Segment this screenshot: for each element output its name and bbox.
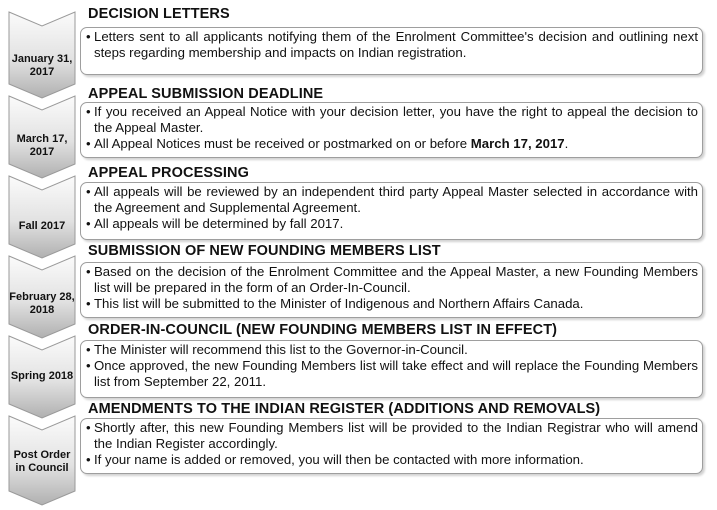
bullet-text: If you received an Appeal Notice with your decision letter, you have the right to appeal the decision to the Appeal Master. (94, 104, 698, 135)
stage-date: Spring 2018 (10, 370, 74, 382)
stage-heading: ORDER-IN-COUNCIL (NEW FOUNDING MEMBERS LIST IN EFFECT) (88, 322, 558, 338)
bullet-item (87, 420, 698, 452)
stage-description-box (80, 262, 703, 318)
bullet-text: Once approved, the new Founding Members list will take effect and will replace the Founding Members list from September 22, 2011. (94, 358, 698, 389)
bullet-text: This list will be submitted to the Minister of Indigenous and Northern Affairs Canada. (94, 296, 584, 311)
bullet-item (87, 342, 698, 358)
bullet-item (87, 184, 698, 216)
bullet-text: If your name is added or removed, you will then be contacted with more information. (94, 452, 584, 467)
stage-description-box (80, 340, 703, 398)
bullet-item (87, 296, 698, 312)
bullet-text: Letters sent to all applicants notifying them of the Enrolment Committee's decision and outlining next steps regarding membership and impacts on Indian registration. (94, 29, 698, 60)
stage-date: February 28, 2018 (9, 291, 75, 316)
stage-date: January 31, 2017 (11, 53, 73, 78)
bullet-text: All Appeal Notices must be received or postmarked on or before (94, 136, 471, 151)
bullet-bold-date: March 17, 2017 (470, 136, 565, 151)
stage-date: Post Order in Council (13, 449, 71, 474)
bullet-item (87, 136, 698, 152)
stage-heading: AMENDMENTS TO THE INDIAN REGISTER (ADDITIONS AND REMOVALS) (88, 401, 601, 417)
bullet-item (87, 216, 698, 232)
stage-description-box (80, 102, 703, 158)
stage-heading: DECISION LETTERS (88, 6, 230, 22)
bullet-text: All appeals will be reviewed by an independent third party Appeal Master selected in accordance with the Agreement and Supplemental Agreement. (94, 184, 698, 215)
stage-heading: SUBMISSION OF NEW FOUNDING MEMBERS LIST (88, 243, 441, 259)
bullet-item (87, 452, 698, 468)
bullet-text: The Minister will recommend this list to the Governor-in-Council. (94, 342, 468, 357)
bullet-item (87, 104, 698, 136)
stage-description-box (80, 182, 703, 240)
timeline-chevron-3 (9, 176, 75, 258)
bullet-text: Shortly after, this new Founding Members list will be provided to the Indian Registrar who will amend the Indian Register accordingly. (94, 420, 698, 451)
stage-heading: APPEAL PROCESSING (88, 165, 249, 181)
bullet-text-end: . (564, 136, 569, 151)
bullet-item (87, 264, 698, 296)
stage-date: Fall 2017 (18, 220, 66, 232)
bullet-item (87, 29, 698, 61)
stage-date: March 17, 2017 (16, 133, 68, 158)
bullet-text: All appeals will be determined by fall 2017. (94, 216, 344, 231)
bullet-text: Based on the decision of the Enrolment Committee and the Appeal Master, a new Founding Members list will be prepared in the form of an Order-In-Council. (94, 264, 698, 295)
stage-description-box (80, 418, 703, 474)
stage-description-box (80, 27, 703, 75)
stage-heading: APPEAL SUBMISSION DEADLINE (88, 86, 324, 102)
bullet-item (87, 358, 698, 390)
